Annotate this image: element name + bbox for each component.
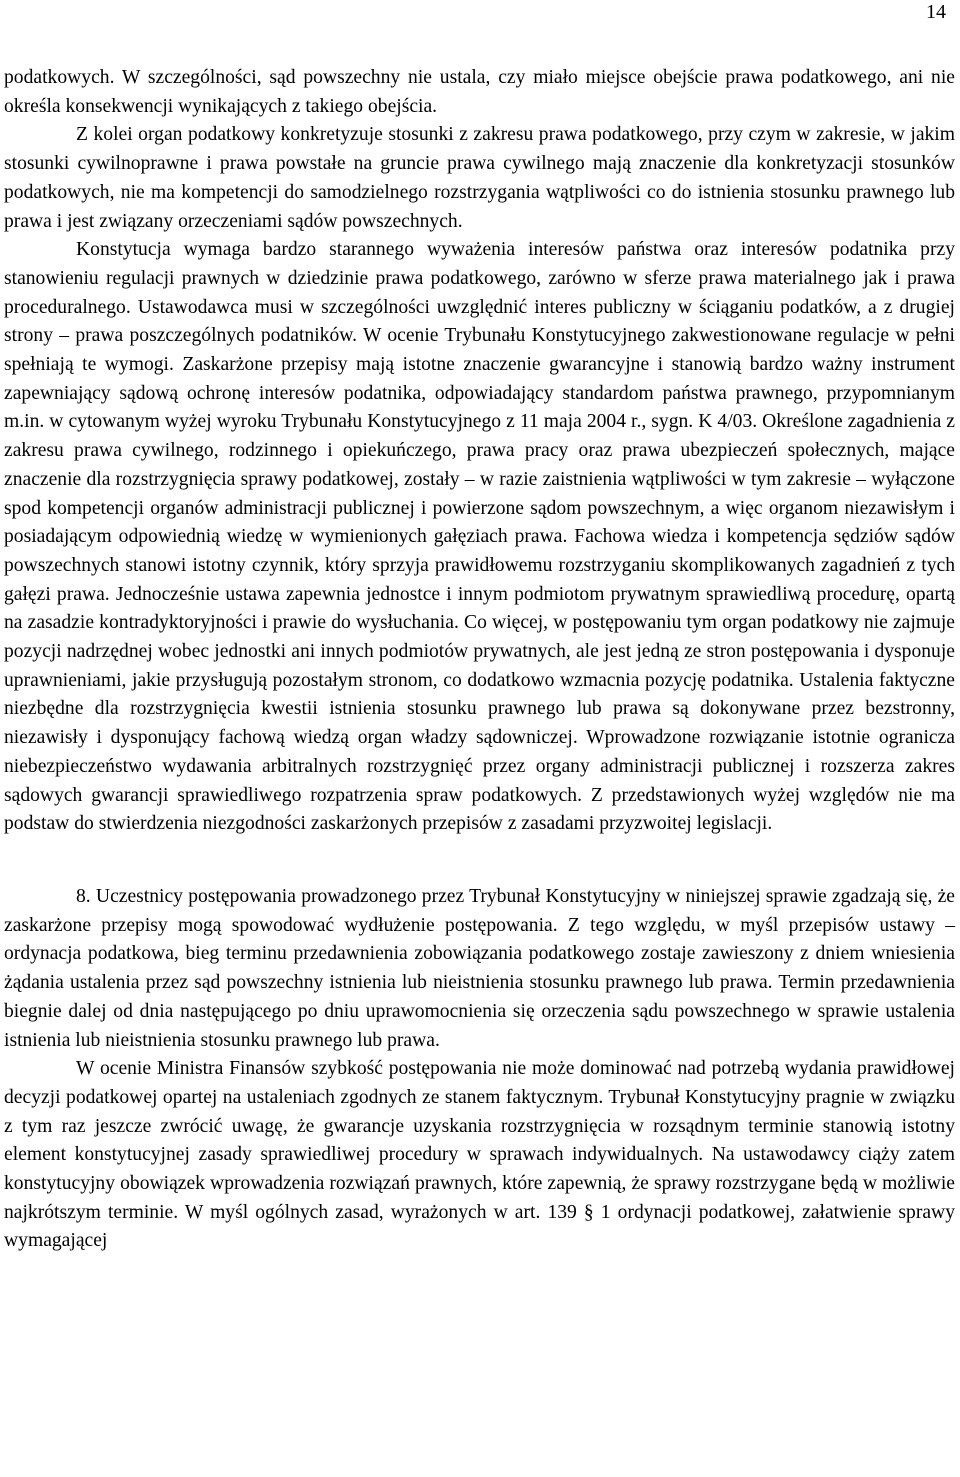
paragraph-section-8: 8. Uczestnicy postępowania prowadzonego przez Trybunał Konstytucyjny w niniejszej sprawie zgadzają się, że zaskarżone przepisy mogą spowodować wydłużenie postępowania. Z tego względu, w myśl przepisów ustawy – ordynacja podatkowa, bieg terminu przedawnienia zobowiązania podatkowego zostaje zawieszony z dniem wniesienia żądania ustalenia przez sąd powszechny istnienia lub nieistnienia stosunku prawnego lub prawa. Termin przedawnienia biegnie dalej od dnia następującego po dniu uprawomocnienia się orzeczenia sądu powszechnego w sprawie ustalenia istnienia lub nieistnienia stosunku prawnego lub prawa. — [4, 885, 955, 1051]
document-body — [4, 64, 955, 1256]
paragraph-konstytucja: Konstytucja wymaga bardzo starannego wyważenia interesów państwa oraz interesów podatnika przy stanowieniu regulacji prawnych w dziedzinie prawa podatkowego, zarówno w sferze prawa materialnego jak i prawa proceduralnego. Ustawodawca musi w szczególności uwzględnić interes publiczny w ściąganiu podatków, a z drugiej strony – prawa poszczególnych podatników. W ocenie Trybunału Konstytucyjnego zakwestionowane regulacje w pełni spełniają te wymogi. Zaskarżone przepisy mają istotne znaczenie gwarancyjne i stanowią bardzo ważny instrument zapewniający sądową ochronę interesów podatnika, odpowiadający standardom państwa prawnego, przypomnianym m.in. w cytowanym wyżej wyroku Trybunału Konstytucyjnego z 11 maja 2004 r., sygn. K 4/03. Określone zagadnienia z zakresu prawa cywilnego, rodzinnego i opiekuńczego, prawa pracy oraz prawa ubezpieczeń społecznych, mające znaczenie dla rozstrzygnięcia sprawy podatkowej, zostały – w razie zaistnienia wątpliwości w tym zakresie – wyłączone spod kompetencji organów administracji publicznej i powierzone sądom powszechnym, a więc organom niezawisłym i posiadającym odpowiednią wiedzę w wymienionych gałęziach prawa. Fachowa wiedza i kompetencja sędziów sądów powszechnych stanowi istotny czynnik, który sprzyja prawidłowemu rozstrzyganiu skomplikowanych zagadnień z tych gałęzi prawa. Jednocześnie ustawa zapewnia jednostce i innym podmiotom prywatnym sprawiedliwą procedurę, opartą na zasadzie kontradyktoryjności i prawie do wysłuchania. Co więcej, w postępowaniu tym organ podatkowy nie zajmuje pozycji nadrzędnej wobec jednostki ani innych podmiotów prywatnych, ale jest jedną ze stron postępowania i dysponuje uprawnieniami, jakie przysługują pozostałym stronom, co dodatkowo wzmacnia pozycję podatnika. Ustalenia faktyczne niezbędne dla rozstrzygnięcia kwestii istnienia stosunku prawnego lub prawa są dokonywane przez bezstronny, niezawisły i dysponujący fachową wiedzą organ władzy sądowniczej. Wprowadzone rozwiązanie istotnie ogranicza niebezpieczeństwo wydawania arbitralnych rozstrzygnięć przez organy administracji publicznej i rozszerza zakres sądowych gwarancji sprawiedliwego rozpatrzenia spraw podatkowych. Z przedstawionych wyżej względów nie ma podstaw do stwierdzenia niezgodności zaskarżonych przepisów z zasadami przyzwoitej legislacji. — [4, 239, 955, 835]
paragraph-minister-finansow: W ocenie Ministra Finansów szybkość postępowania nie może dominować nad potrzebą wydania prawidłowej decyzji podatkowej opartej na ustaleniach zgodnych ze stanem faktycznym. Trybunał Konstytucyjny pragnie w związku z tym raz jeszcze zwrócić uwagę, że gwarancje uzyskania rozstrzygnięcia w rozsądnym terminie stanowią istotny element konstytucyjnej zasady sprawiedliwej procedury w sprawach indywidualnych. Na ustawodawcy ciąży zatem konstytucyjny obowiązek wprowadzenia rozwiązań prawnych, które zapewnią, że sprawy rozstrzygane będą w możliwie najkrótszym terminie. W myśl ogólnych zasad, wyrażonych w art. 139 § 1 ordynacji podatkowej, załatwienie sprawy wymagającej — [4, 1058, 955, 1252]
section-gap — [4, 839, 955, 883]
page-number: 14 — [926, 1, 946, 23]
paragraph-organ-podatkowy: Z kolei organ podatkowy konkretyzuje stosunki z zakresu prawa podatkowego, przy czym w zakresie, w jakim stosunki cywilnoprawne i prawa powstałe na gruncie prawa cywilnego mają znaczenie dla konkretyzacji stosunków podatkowych, nie ma kompetencji do samodzielnego rozstrzygania wątpliwości co do istnienia stosunku prawnego lub prawa i jest związany orzeczeniami sądów powszechnych. — [4, 124, 955, 232]
paragraph-continuation: podatkowych. W szczególności, sąd powszechny nie ustala, czy miało miejsce obejście prawa podatkowego, ani nie określa konsekwencji wynikających z takiego obejścia. — [4, 67, 955, 117]
